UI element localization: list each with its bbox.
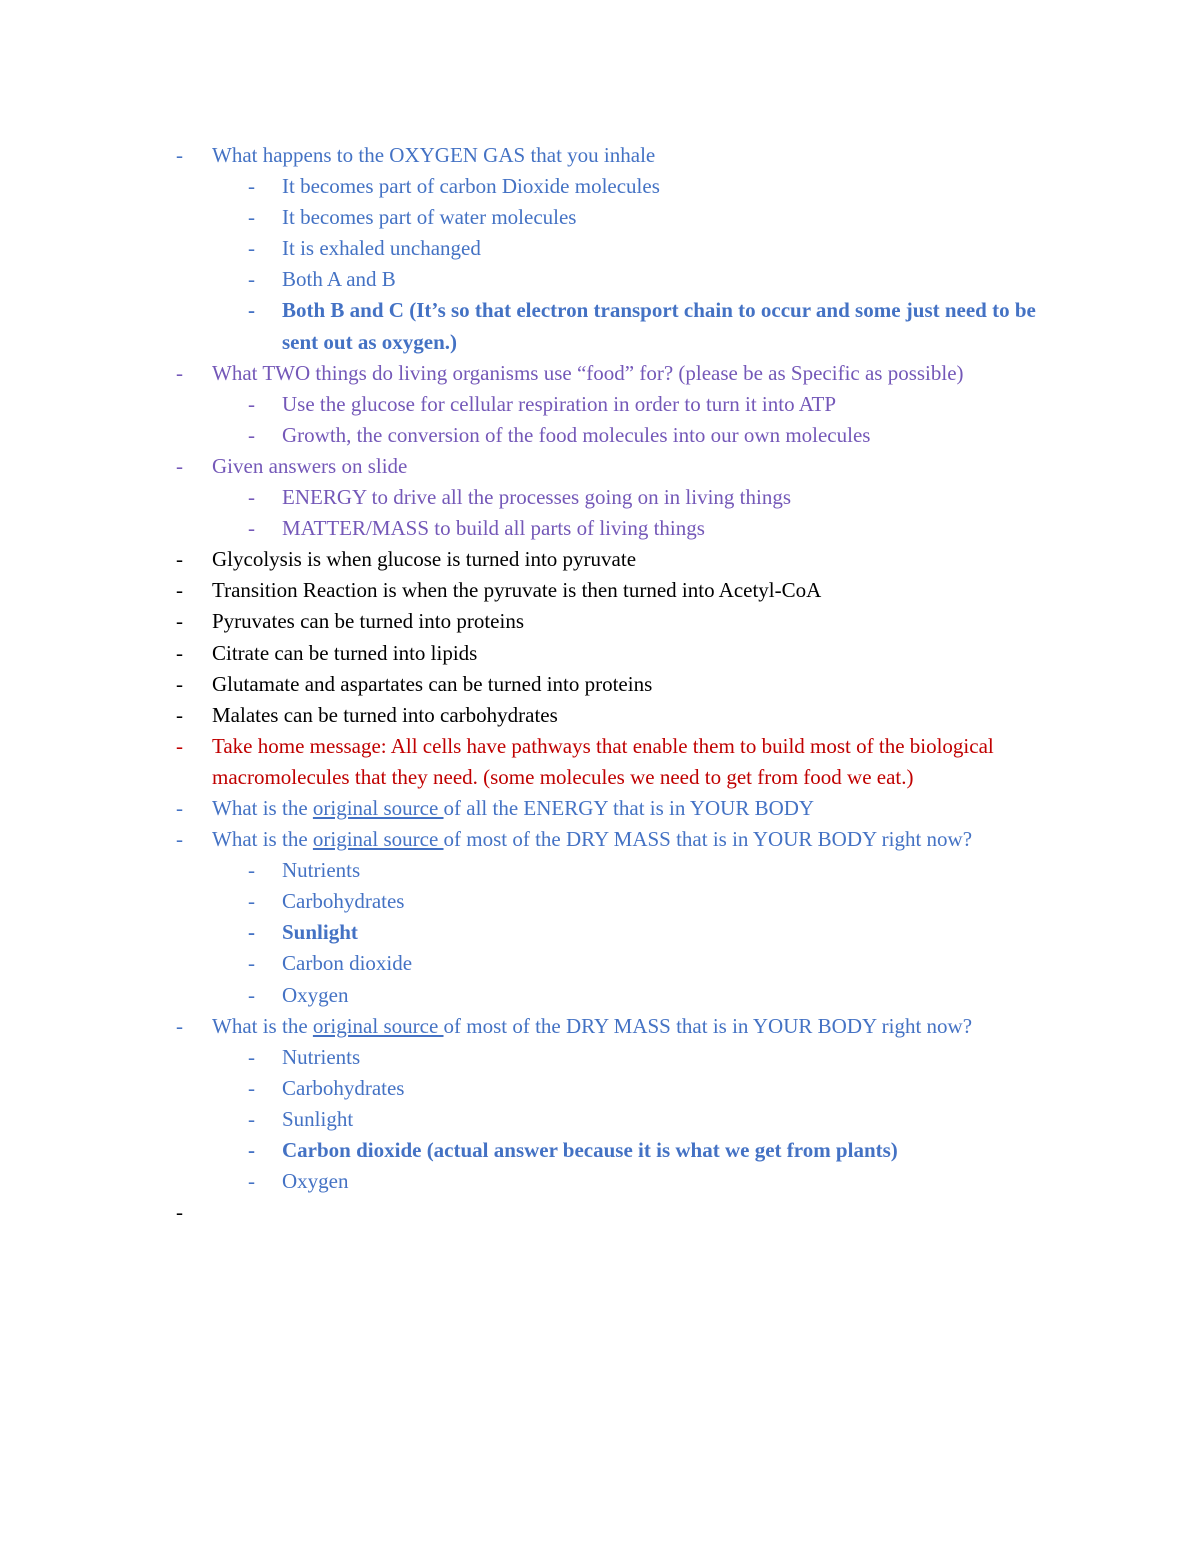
note-item <box>0 575 1072 606</box>
answer-text: MATTER/MASS to build all parts of living things <box>282 516 705 541</box>
take-home-message <box>0 731 1072 793</box>
question-suffix: of most of the DRY MASS that is in YOUR BODY right now? <box>443 1013 973 1038</box>
bullet-dash: - <box>176 733 183 758</box>
option-item <box>0 264 1042 295</box>
slide-answers-heading <box>0 451 1072 482</box>
note-item <box>0 638 1072 669</box>
option-text: It is exhaled unchanged <box>282 236 481 261</box>
bullet-dash: - <box>248 236 255 261</box>
bullet-dash: - <box>248 858 255 883</box>
bullet-dash: - <box>176 640 183 665</box>
original-source-underline: original source <box>312 1013 444 1038</box>
note-text: Pyruvates can be turned into proteins <box>212 609 525 634</box>
option-text: Sunlight <box>282 1106 354 1131</box>
question-text: What happens to the OXYGEN GAS that you inhale <box>212 143 656 167</box>
option-item <box>0 1042 1042 1073</box>
bullet-dash: - <box>176 671 183 696</box>
bullet-dash: - <box>176 795 183 820</box>
bullet-dash: - <box>176 827 183 852</box>
bullet-dash: - <box>248 485 255 510</box>
option-item <box>0 1073 1042 1104</box>
option-text: It becomes part of water molecules <box>282 205 577 230</box>
heading-text: Given answers on slide <box>212 453 408 478</box>
question-prefix: What is the <box>212 827 313 852</box>
bullet-dash: - <box>248 951 255 976</box>
bullet-dash: - <box>248 422 255 447</box>
empty-bullet <box>0 1197 1072 1228</box>
answer-text: ENERGY to drive all the processes going on in living things <box>282 485 791 510</box>
option-text: Both A and B <box>282 267 396 292</box>
bullet-dash: - <box>248 1138 255 1162</box>
answer-item <box>0 420 1042 451</box>
bullet-dash: - <box>176 609 183 634</box>
note-text: Citrate can be turned into lipids <box>212 640 478 665</box>
note-item <box>0 544 1072 575</box>
original-source-underline: original source <box>312 795 444 820</box>
question-suffix: of most of the DRY MASS that is in YOUR BODY right now? <box>443 827 973 852</box>
bullet-dash: - <box>248 1106 255 1131</box>
bullet-dash: - <box>176 1200 183 1225</box>
option-text: Nutrients <box>282 1044 361 1069</box>
answer-text: Growth, the conversion of the food molecules into our own molecules <box>282 422 871 447</box>
option-item-answer <box>0 917 1042 948</box>
option-item <box>0 886 1042 917</box>
answer-item <box>0 513 1042 544</box>
question-oxygen-gas <box>0 140 1072 171</box>
question-dry-mass-repeat <box>0 1011 1072 1042</box>
question-food-uses <box>0 358 1072 389</box>
option-item <box>0 1166 1042 1197</box>
bullet-dash: - <box>248 1169 255 1194</box>
option-item <box>0 948 1042 979</box>
option-text: Carbohydrates <box>282 1075 405 1100</box>
bullet-dash: - <box>248 982 255 1007</box>
note-text: Glutamate and aspartates can be turned into proteins <box>212 671 653 696</box>
notes-list <box>0 140 1200 1228</box>
bullet-dash: - <box>248 1044 255 1069</box>
option-text: Nutrients <box>282 858 361 883</box>
original-source-underline: original source <box>312 827 444 852</box>
option-item <box>0 1104 1042 1135</box>
bullet-dash: - <box>248 391 255 416</box>
take-home-text: Take home message: All cells have pathways that enable them to build most of the biological macromolecules that they need. (some molecules we need to get from food we eat.) <box>212 733 994 789</box>
answer-text: Use the glucose for cellular respiration in order to turn it into ATP <box>282 391 837 416</box>
option-text: Carbon dioxide (actual answer because it is what we get from plants) <box>282 1138 898 1162</box>
option-item <box>0 980 1042 1011</box>
question-prefix: What is the <box>212 1013 313 1038</box>
option-item <box>0 202 1042 233</box>
note-item <box>0 669 1072 700</box>
note-item <box>0 606 1072 637</box>
question-energy-source <box>0 793 1072 824</box>
option-text: Oxygen <box>282 982 349 1007</box>
option-text: Oxygen <box>282 1169 349 1194</box>
question-text: What TWO things do living organisms use “food” for? (please be as Specific as possible) <box>212 360 964 385</box>
bullet-dash: - <box>248 298 255 323</box>
bullet-dash: - <box>248 267 255 292</box>
note-text: Transition Reaction is when the pyruvate is then turned into Acetyl-CoA <box>212 578 822 603</box>
bullet-dash: - <box>248 174 255 199</box>
option-text: It becomes part of carbon Dioxide molecules <box>282 174 660 199</box>
bullet-dash: - <box>176 1013 183 1038</box>
bullet-dash: - <box>248 889 255 914</box>
question-dry-mass <box>0 824 1072 855</box>
option-text: Sunlight <box>282 920 358 945</box>
bullet-dash: - <box>248 516 255 541</box>
answer-item <box>0 482 1042 513</box>
note-text: Glycolysis is when glucose is turned into pyruvate <box>212 547 637 572</box>
bullet-dash: - <box>248 1075 255 1100</box>
option-item-answer <box>0 295 1042 357</box>
bullet-dash: - <box>248 205 255 230</box>
note-text: Malates can be turned into carbohydrates <box>212 702 558 727</box>
bullet-dash: - <box>176 578 183 603</box>
bullet-dash: - <box>176 547 183 572</box>
option-item <box>0 855 1042 886</box>
option-item <box>0 233 1042 264</box>
option-item-answer <box>0 1135 1042 1166</box>
option-text: Carbohydrates <box>282 889 405 914</box>
note-item <box>0 700 1072 731</box>
option-text: Carbon dioxide <box>282 951 413 976</box>
bullet-dash: - <box>176 360 183 385</box>
option-text: Both B and C (It’s so that electron transport chain to occur and some just need to be sent out as oxygen.) <box>282 298 1036 354</box>
bullet-dash: - <box>176 702 183 727</box>
option-item <box>0 171 1042 202</box>
bullet-dash: - <box>176 143 183 167</box>
answer-item <box>0 389 1042 420</box>
question-suffix: of all the ENERGY that is in YOUR BODY <box>443 795 815 820</box>
bullet-dash: - <box>248 920 255 945</box>
bullet-dash: - <box>176 453 183 478</box>
question-prefix: What is the <box>212 795 313 820</box>
